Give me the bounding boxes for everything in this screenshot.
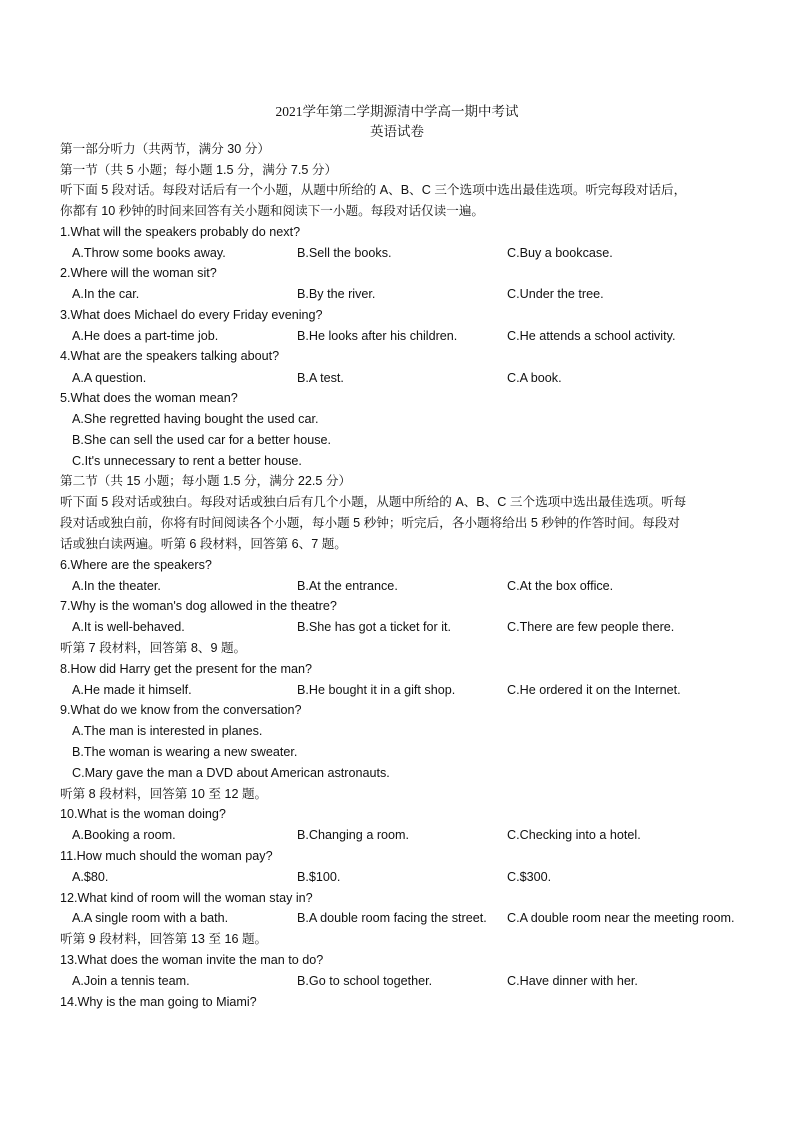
option-c: C.Under the tree.: [507, 287, 604, 301]
option-a: A.$80.: [72, 870, 109, 884]
option-b: B.She has got a ticket for it.: [297, 620, 452, 634]
exam-title: 2021学年第二学期源清中学高一期中考试: [275, 104, 519, 119]
option-c: C.A book.: [507, 371, 562, 385]
option-c: C.Buy a bookcase.: [507, 246, 613, 260]
option-c: C.He ordered it on the Internet.: [507, 683, 681, 697]
option-b: B.Changing a room.: [297, 828, 410, 842]
option-a: A.The man is interested in planes.: [72, 724, 263, 738]
section2-instruction: 段对话或独白前，你将有时间阅读各个小题，每小题 5 秒钟；听完后，各小题将给出 5 秒钟的作答时间。每段对: [60, 516, 680, 530]
part1-heading: 第一部分听力（共两节，满分 30 分）: [60, 142, 270, 156]
option-a: A.In the theater.: [72, 579, 161, 593]
exam-subtitle: 英语试卷: [370, 124, 424, 139]
option-b: B.At the entrance.: [297, 579, 398, 593]
material-note: 听第 8 段材料，回答第 10 至 12 题。: [60, 787, 268, 801]
option-b: B.$100.: [297, 870, 341, 884]
option-b: B.She can sell the used car for a better house.: [72, 433, 332, 447]
option-a: A.Throw some books away.: [72, 246, 226, 260]
option-b: B.Sell the books.: [297, 246, 392, 260]
section2-instruction: 听下面 5 段对话或独白。每段对话或独白后有几个小题，从题中所给的 A、B、C 三个选项中选出最佳选项。听每: [60, 495, 687, 509]
option-b: B.The woman is wearing a new sweater.: [72, 745, 298, 759]
option-b: B.He looks after his children.: [297, 329, 458, 343]
option-a: A.Join a tennis team.: [72, 974, 190, 988]
question-stem: 13.What does the woman invite the man to do?: [60, 953, 324, 967]
question-stem: 6.Where are the speakers?: [60, 558, 212, 572]
section2-heading: 第二节（共 15 小题；每小题 1.5 分，满分 22.5 分）: [60, 474, 352, 488]
material-note: 听第 9 段材料，回答第 13 至 16 题。: [60, 932, 268, 946]
option-a: A.A question.: [72, 371, 147, 385]
question-stem: 11.How much should the woman pay?: [60, 849, 273, 863]
option-a: A.A single room with a bath.: [72, 911, 229, 925]
question-stem: 10.What is the woman doing?: [60, 807, 226, 821]
section1-heading: 第一节（共 5 小题；每小题 1.5 分，满分 7.5 分）: [60, 163, 338, 177]
option-c: C.There are few people there.: [507, 620, 675, 634]
option-a: A.In the car.: [72, 287, 140, 301]
option-a: A.He made it himself.: [72, 683, 192, 697]
option-a: A.He does a part-time job.: [72, 329, 219, 343]
section1-instruction: 你都有 10 秒钟的时间来回答有关小题和阅读下一小题。每段对话仅读一遍。: [60, 204, 485, 218]
option-c: C.He attends a school activity.: [507, 329, 676, 343]
option-c: C.Mary gave the man a DVD about American astronauts.: [72, 766, 390, 780]
question-stem: 9.What do we know from the conversation?: [60, 703, 302, 717]
option-a: A.It is well-behaved.: [72, 620, 185, 634]
question-stem: 14.Why is the man going to Miami?: [60, 995, 257, 1009]
section1-instruction: 听下面 5 段对话。每段对话后有一个小题，从题中所给的 A、B、C 三个选项中选出最佳选项。听完每段对话后，: [60, 183, 687, 197]
question-stem: 8.How did Harry get the present for the man?: [60, 662, 313, 676]
question-stem: 7.Why is the woman's dog allowed in the theatre?: [60, 599, 337, 613]
option-c: C.At the box office.: [507, 579, 614, 593]
option-a: A.She regretted having bought the used car.: [72, 412, 319, 426]
question-stem: 5.What does the woman mean?: [60, 391, 238, 405]
option-c: C.It's unnecessary to rent a better house.: [72, 454, 302, 468]
section2-instruction: 话或独白读两遍。听第 6 段材料，回答第 6、7 题。: [60, 537, 347, 551]
option-b: B.A test.: [297, 371, 344, 385]
option-c: C.$300.: [507, 870, 552, 884]
option-c: C.A double room near the meeting room.: [507, 911, 735, 925]
option-a: A.Booking a room.: [72, 828, 176, 842]
material-note: 听第 7 段材料，回答第 8、9 题。: [60, 641, 247, 655]
question-stem: 2.Where will the woman sit?: [60, 266, 217, 280]
question-stem: 4.What are the speakers talking about?: [60, 349, 280, 363]
option-b: B.Go to school together.: [297, 974, 433, 988]
question-stem: 3.What does Michael do every Friday evening?: [60, 308, 323, 322]
option-c: C.Have dinner with her.: [507, 974, 638, 988]
option-b: B.A double room facing the street.: [297, 911, 487, 925]
option-b: B.He bought it in a gift shop.: [297, 683, 456, 697]
option-b: B.By the river.: [297, 287, 376, 301]
question-stem: 12.What kind of room will the woman stay in?: [60, 891, 313, 905]
question-stem: 1.What will the speakers probably do next?: [60, 225, 301, 239]
option-c: C.Checking into a hotel.: [507, 828, 641, 842]
